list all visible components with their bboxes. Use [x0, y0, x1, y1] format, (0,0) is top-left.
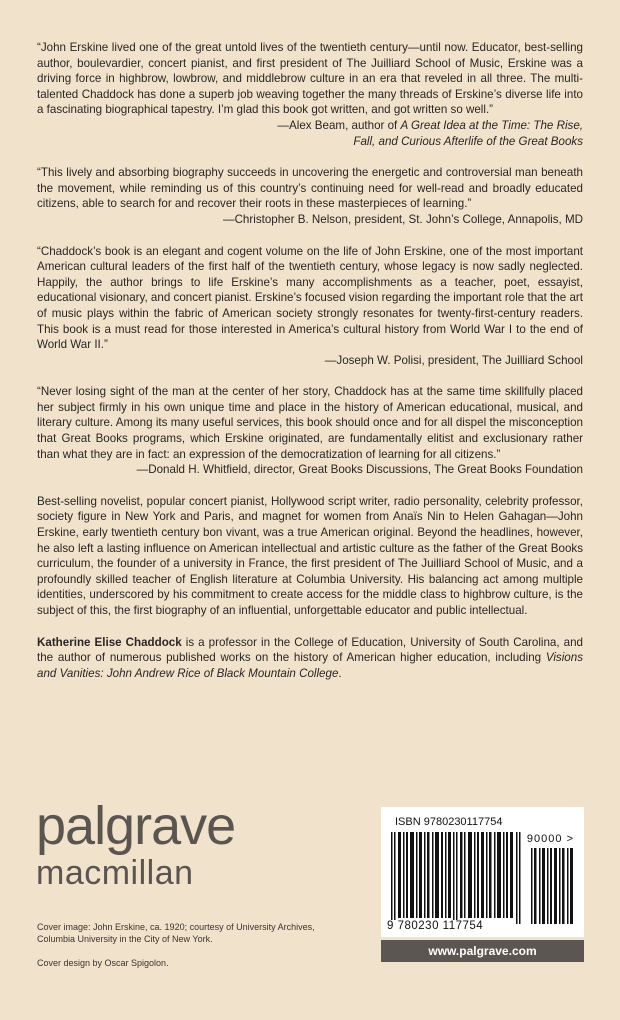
attribution-book-title-cont: Fall, and Curious Afterlife of the Great Books: [353, 134, 583, 148]
review-attribution-4: —Donald H. Whitfield, director, Great Books Discussions, The Great Books Foundation: [136, 463, 583, 477]
attribution-book-title: A Great Idea at the Time: The Rise,: [400, 118, 583, 132]
author-name: Katherine Elise Chaddock: [37, 635, 182, 649]
review-quote-2: “This lively and absorbing biography succeeds in uncovering the energetic and controversial man beneath the movement, while reminding us of this country’s continuing need for well-read and broadly educated citizens, able to search for and recover their roots in these masterpieces of learning.”: [37, 166, 583, 211]
isbn-label: ISBN 9780230117754: [395, 816, 503, 828]
review-quote-3: “Chaddock’s book is an elegant and cogent volume on the life of John Erskine, one of the most important American cultural leaders of the first half of the twentieth century, whose legacy is now sadly neglected. Happily, the author brings to life Erskine’s many accomplishments as a teacher, poet, essayist, educational visionary, and concert pianist. Erskine’s focused vision regarding the important role that the art of music plays within the fabric of American society strongly resonates for twenty-first-century readers. This book is a must read for those interested in America’s cultural history from World War I to the end of World War II.”: [37, 244, 583, 352]
author-bio-end: .: [338, 666, 342, 680]
review-attribution-2: —Christopher B. Nelson, president, St. John’s College, Annapolis, MD: [222, 212, 583, 226]
review-quote-4: “Never losing sight of the man at the center of her story, Chaddock has at the same time skillfully placed her subject firmly in his own unique time and place in the history of American educational, musical, and literary culture. Among its many useful services, this book should once and for all dispel the misconception that Great Books programs, which Erskine originated, are fundamentally elitist and exclusionary rather than what they are in fact: an expression of the democratization of learning for all citizens.”: [37, 385, 583, 461]
price-barcode-icon: [531, 848, 575, 924]
review-quote-1: “John Erskine lived one of the great untold lives of the twentieth century—until now. Educator, best-selling author, boulevardier, concert pianist, and first president of The Juilliard School of Music, Erskine was a driving force in highbrow, lowbrow, and middlebrow culture in an era that reveled in all three. The multi-talented Chaddock has done a superb job weaving together the many threads of Erskine’s diverse life into a fascinating biographical tapestry. I’m glad this book got written, and got written so well.”: [37, 41, 583, 117]
attribution-prefix: —Alex Beam, author of: [277, 118, 401, 132]
review-attribution-3: —Joseph W. Polisi, president, The Juilliard School: [324, 353, 583, 367]
isbn-barcode: [381, 807, 584, 937]
isbn-digits: 9 780230 117754: [387, 920, 484, 932]
review-attribution-1: [37, 118, 583, 149]
publisher-logo-line1: palgrave: [36, 796, 236, 856]
price-code: 90000 >: [526, 833, 574, 845]
book-description: Best-selling novelist, popular concert pianist, Hollywood script writer, radio personality, celebrity professor, society figure in New York and Paris, and magnet for women from Anaïs Nin to Helen Gahagan—John Erskine, early twentieth century bon vivant, was a true American original. Beyond the headlines, however, he also left a lasting influence on American intellectual and artistic culture as the father of the Great Books curriculum, the founder of a university in France, the first president of The Juilliard School of Music, and a profoundly skilled teacher of English literature at Columbia University. His balancing act among multiple identities, underscored by his commitment to create access for the middle class to highbrow culture, is the subject of this, the first biography of an influential, unforgettable educator and public intellectual.: [37, 494, 583, 617]
publisher-website[interactable]: www.palgrave.com: [381, 940, 584, 962]
back-cover-text: [37, 40, 583, 681]
author-bio-text: is a professor in the College of Education, University of South Carolina, and the author of numerous published works on the history of American higher education, including: [37, 635, 583, 665]
publisher-logo-line2: macmillan: [36, 854, 194, 892]
author-bio: [37, 635, 583, 682]
barcode-bars-icon: [391, 832, 523, 924]
cover-credits: [37, 921, 337, 969]
cover-image-credit: Cover image: John Erskine, ca. 1920; courtesy of University Archives, Columbia University in the City of New York.: [37, 922, 315, 944]
author-other-book-title: Visions and Vanities: John Andrew Rice of Black Mountain College: [37, 651, 583, 680]
cover-design-credit: Cover design by Oscar Spigolon.: [37, 958, 169, 968]
publisher-logo: [36, 796, 236, 892]
